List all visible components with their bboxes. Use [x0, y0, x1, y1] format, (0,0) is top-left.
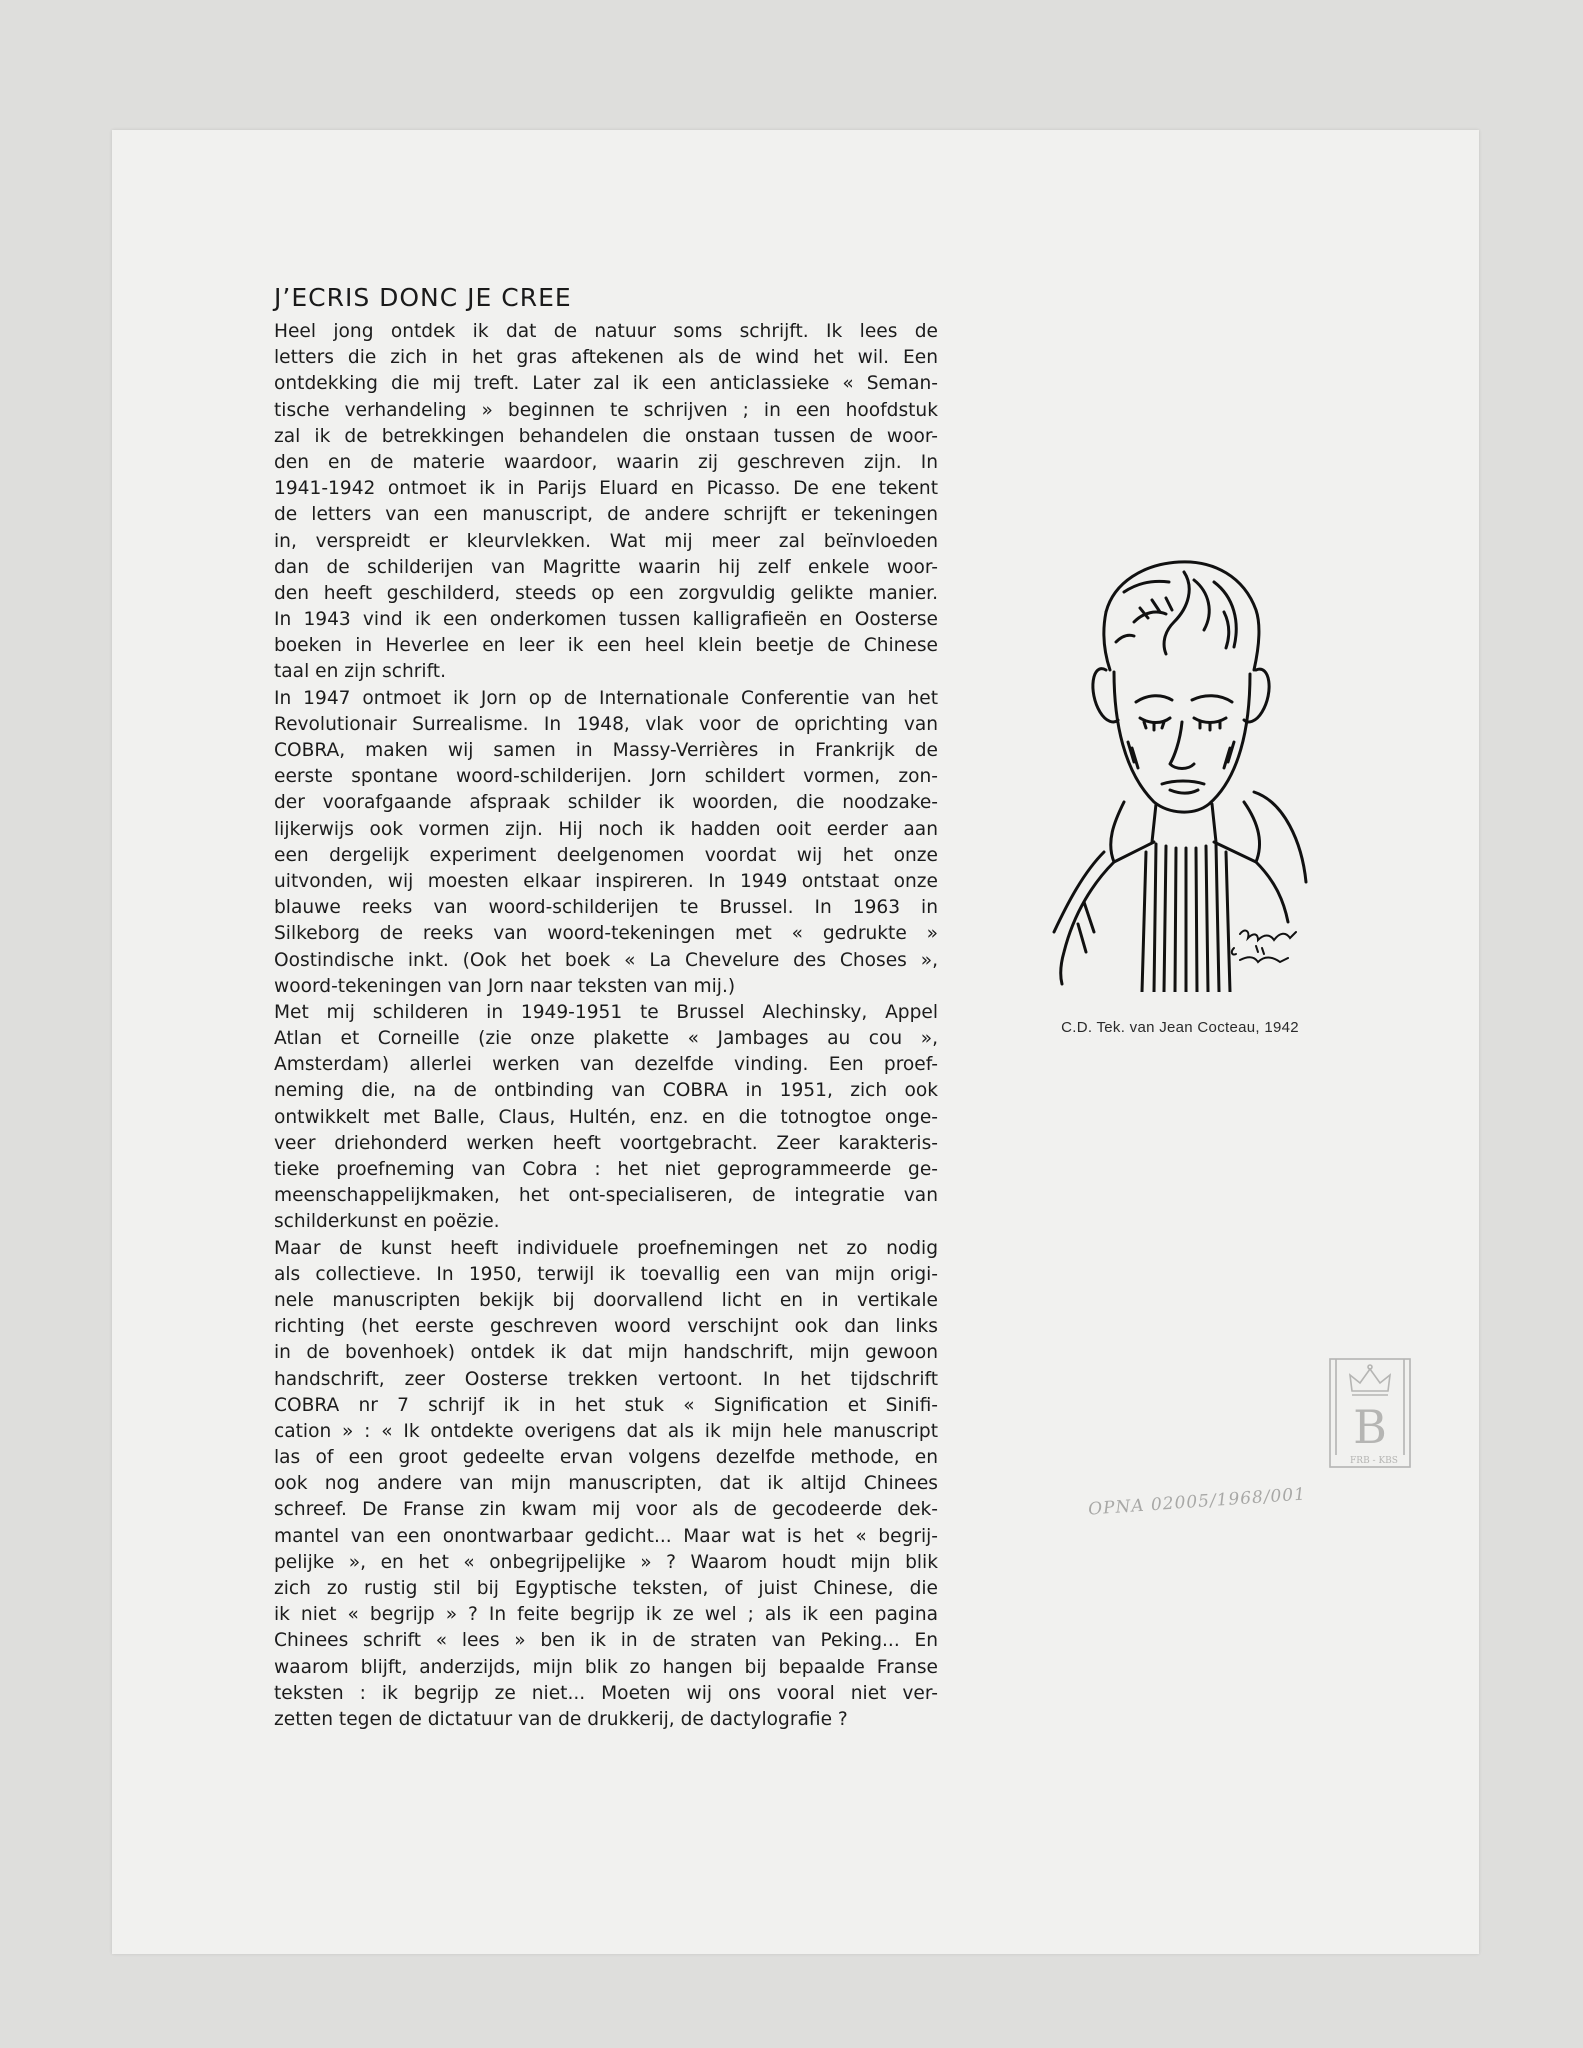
body-line: Oostindische inkt. (Ook het boek « La Chevelure des Choses »,	[274, 949, 938, 971]
body-line: uitvonden, wij moesten elkaar inspireren. In 1949 ontstaat onze	[274, 870, 938, 892]
body-line: een dergelijk experiment deelgenomen voordat wij het onze	[274, 844, 938, 866]
body-line: neming die, na de ontbinding van COBRA in 1951, zich ook	[274, 1080, 938, 1102]
body-line: Atlan et Corneille (zie onze plakette « Jambages au cou »,	[274, 1028, 938, 1050]
body-line: Amsterdam) allerlei werken van dezelfde vinding. Een proef-	[274, 1054, 938, 1076]
body-line: in de bovenhoek) ontdek ik dat mijn handschrift, mijn gewoon	[274, 1342, 938, 1364]
body-line: schreef. De Franse zin kwam mij voor als de gecodeerde dek-	[274, 1499, 938, 1521]
document-title: J’ECRIS DONC JE CREE	[274, 283, 572, 312]
body-line: tische verhandeling » beginnen te schrijven ; in een hoofdstuk	[274, 399, 938, 421]
body-line: der voorafgaande afspraak schilder ik woorden, die noodzake-	[274, 792, 938, 814]
body-line: den en de materie waardoor, waarin zij geschreven zijn. In	[274, 451, 938, 473]
body-line: letters die zich in het gras aftekenen als de wind het wil. Een	[274, 347, 938, 369]
body-line: Revolutionair Surrealisme. In 1948, vlak voor de oprichting van	[274, 713, 938, 735]
body-line: teksten : ik begrijp ze niet... Moeten wij ons vooral niet ver-	[274, 1682, 938, 1704]
body-line: lijkerwijs ook vormen zijn. Hij noch ik hadden ooit eerder aan	[274, 818, 938, 840]
body-line: handschrift, zeer Oosterse trekken vertoont. In het tijdschrift	[274, 1368, 938, 1390]
body-line: zal ik de betrekkingen behandelen die onstaan tussen de woor-	[274, 425, 938, 447]
crown-icon	[1350, 1369, 1390, 1391]
portrait-sketch-icon	[1044, 552, 1310, 992]
body-line: tieke proefneming van Cobra : het niet geprogrammeerde ge-	[274, 1159, 938, 1180]
body-line: schilderkunst en poëzie.	[274, 1211, 500, 1233]
body-line: ook nog andere van mijn manuscripten, dat ik altijd Chinees	[274, 1473, 938, 1495]
body-line: Met mij schilderen in 1949-1951 te Brussel Alechinsky, Appel	[274, 1001, 938, 1023]
body-line: meenschappelijkmaken, het ont-specialiseren, de integratie van	[274, 1185, 938, 1207]
body-line: In 1947 ontmoet ik Jorn op de Internationale Conferentie van het	[274, 687, 938, 709]
body-line: als collectieve. In 1950, terwijl ik toevallig een van mijn origi-	[274, 1263, 938, 1285]
body-line: in, verspreidt er kleurvlekken. Wat mij meer zal beïnvloeden	[274, 530, 938, 552]
body-line: cation » : « Ik ontdekte overigens dat als ik mijn hele manuscript	[274, 1420, 938, 1442]
body-line: den heeft geschilderd, steeds op een zorgvuldig gelikte manier.	[274, 582, 938, 604]
body-line: Heel jong ontdek ik dat de natuur soms schrijft. Ik lees de	[274, 321, 938, 342]
body-line: nele manuscripten bekijk bij doorvallend licht en in vertikale	[274, 1289, 938, 1311]
body-line: taal en zijn schrift.	[274, 661, 447, 683]
body-line: richting (het eerste geschreven woord verschijnt ook dan links	[274, 1316, 938, 1338]
body-line: Silkeborg de reeks van woord-tekeningen met « gedrukte »	[274, 923, 938, 945]
body-line: zich zo rustig stil bij Egyptische teksten, of juist Chinese, die	[274, 1578, 938, 1599]
body-line: veer driehonderd werken heeft voortgebracht. Zeer karakteris-	[274, 1132, 938, 1154]
body-line: pelijke », en het « onbegrijpelijke » ? Waarom houdt mijn blik	[274, 1551, 938, 1573]
body-line: ik niet « begrijp » ? In feite begrijp ik ze wel ; als ik een pagina	[274, 1604, 938, 1626]
body-line: waarom blijft, anderzijds, mijn blik zo hangen bij bepaalde Franse	[274, 1656, 938, 1678]
body-line: boeken in Heverlee en leer ik een heel klein beetje de Chinese	[274, 635, 938, 657]
body-line: de letters van een manuscript, de andere schrijft er tekeningen	[274, 504, 938, 526]
body-line: las of een groot gedeelte ervan volgens dezelfde methode, en	[274, 1447, 938, 1469]
body-line: ontdekking die mij treft. Later zal ik een anticlassieke « Seman-	[274, 373, 938, 395]
body-line: blauwe reeks van woord-schilderijen te Brussel. In 1963 in	[274, 897, 938, 919]
body-line: In 1943 vind ik een onderkomen tussen kalligrafieën en Oosterse	[274, 609, 938, 631]
body-text	[274, 319, 938, 1733]
body-line: dan de schilderijen van Magritte waarin hij zelf enkele woor-	[274, 556, 938, 578]
body-line: COBRA, maken wij samen in Massy-Verrières in Frankrijk de	[274, 740, 938, 761]
stamp-label: FRB - KBS	[1350, 1456, 1398, 1466]
body-line: 1941-1942 ontmoet ik in Parijs Eluard en Picasso. De ene tekent	[274, 478, 938, 500]
body-line: woord-tekeningen van Jorn naar teksten van mij.)	[274, 975, 736, 997]
body-line: Chinees schrift « lees » ben ik in de straten van Peking... En	[274, 1630, 938, 1652]
body-line: zetten tegen de dictatuur van de drukkerij, de dactylografie ?	[274, 1708, 848, 1730]
body-line: mantel van een onontwarbaar gedicht... Maar wat is het « begrij-	[274, 1525, 938, 1547]
stamp-letter: B	[1353, 1400, 1387, 1454]
body-line: Maar de kunst heeft individuele proefnemingen net zo nodig	[274, 1237, 938, 1259]
body-line: COBRA nr 7 schrijf ik in het stuk « Signification et Sinifi-	[274, 1394, 938, 1416]
foundation-stamp	[1328, 1357, 1412, 1469]
archive-number: OPNA 02005/1968/001	[1087, 1484, 1307, 1520]
illustration-caption: C.D. Tek. van Jean Cocteau, 1942	[1061, 1019, 1299, 1036]
body-line: ontwikkelt met Balle, Claus, Hultén, enz. en die totnogtoe onge-	[274, 1106, 938, 1128]
body-line: eerste spontane woord-schilderijen. Jorn schildert vormen, zon-	[274, 766, 938, 788]
